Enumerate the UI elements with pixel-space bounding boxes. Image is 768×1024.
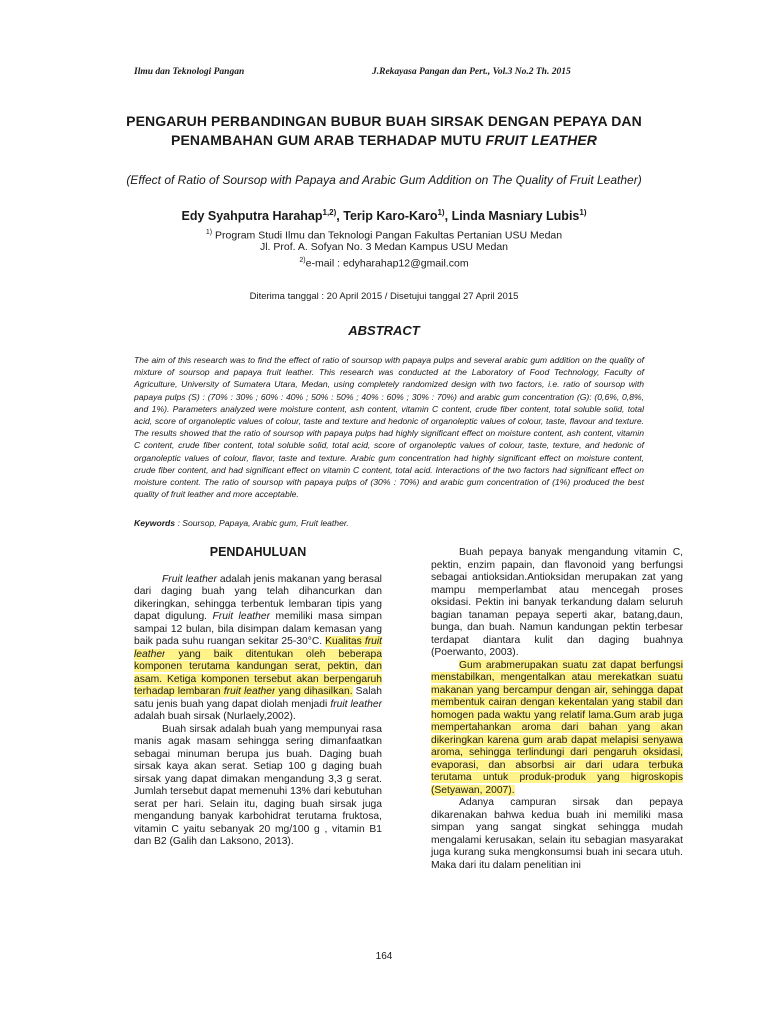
- left-column: [134, 546, 382, 849]
- author-list: [80, 208, 688, 223]
- affiliation-program: Program Studi Ilmu dan Teknologi Pangan Fakultas Pertanian USU Medan: [212, 229, 563, 242]
- keywords-label: Keywords: [134, 518, 176, 528]
- highlighted-text: yang baik ditentukan oleh beberapa komponen terutama kandungan serat, pektin, dan asam. Ketiga komponen tersebut akan berpengaruh terhadap lembaran: [134, 648, 382, 697]
- author-1: Edy Syahputra Harahap: [181, 209, 323, 224]
- email-text[interactable]: e-mail : edyharahap12@gmail.com: [305, 257, 469, 270]
- submission-dates: Diterima tanggal : 20 April 2015 / Disetujui tanggal 27 April 2015: [249, 291, 519, 302]
- keywords: [134, 518, 644, 528]
- italic-term: fruit leather: [330, 698, 382, 710]
- author-separator: ,: [336, 209, 344, 224]
- affiliation-line-2: Jl. Prof. A. Sofyan No. 3 Medan Kampus USU Medan: [259, 241, 509, 253]
- paragraph-highlighted: [431, 660, 683, 798]
- highlighted-text: yang dihasilkan.: [275, 686, 353, 697]
- text-run: Salah satu jenis buah yang dapat diolah menjadi: [134, 686, 382, 710]
- paragraph: Buah pepaya banyak mengandung vitamin C, pektin, enzim papain, dan flavonoid yang berfungsi sebagai antioksidan.Antioksidan merupakan zat yang mampu memperlambat atau mencegah proses oksidasi. Pektin ini banyak terkandung dalam seluruh bagian tanaman pepaya seperti akar, batang,daun, bunga, dan buah. Namun kandungan pektin terbesar terdapat diantara kulit dan daging buahnya (Poerwanto, 2003).: [431, 547, 683, 658]
- right-column: [431, 547, 683, 872]
- title-line-1: PENGARUH PERBANDINGAN BUBUR BUAH SIRSAK DENGAN PEPAYA DAN: [126, 113, 642, 129]
- highlighted-italic-term: fruit leather: [223, 686, 276, 697]
- author-2: Terip Karo-Karo: [343, 209, 438, 224]
- abstract-heading: ABSTRACT: [348, 323, 420, 338]
- paragraph: Buah sirsak adalah buah yang mempunyai rasa manis agak masam sehingga sering dimanfaatkan sebagai minuman berupa jus buah. Daging buah sirsak kaya akan serat. Setiap 100 g daging buah sirsak yang dapat dimakan mengandung 3,3 g serat. Jumlah tersebut dapat memenuhi 13% dari kebutuhan serat per hari. Selain itu, daging buah sirsak juga mengandung banyak karbohidrat terutama fruktosa, vitamin C yaitu sebanyak 20 mg/100 g , vitamin B1 dan B2 (Galih dan Laksono, 2013).: [134, 723, 382, 847]
- author-separator: ,: [444, 209, 452, 224]
- italic-term: Fruit leather: [162, 573, 217, 585]
- author-2-affil: 1): [437, 208, 445, 217]
- highlighted-text: Gum arabmerupakan suatu zat dapat berfungsi menstabilkan, mengentalkan atau merekatkan suatu makanan yang bercampur dengan air, sehingga dapat membentuk cairan dengan kekentalan yang stabil dan homogen pada waktu yang relatif lama.Gum arab juga mempertahankan aroma dari bahan yang akan dikeringkan karena gum arab dapat melapisi senyawa aroma, sehingga terlindungi dari pengaruh oksidasi, evaporasi, dan absorbsi air dari udara terbuka terutama untuk produk-produk yang higroskopis (Setyawan, 2007).: [431, 659, 683, 796]
- page-number: 164: [375, 951, 393, 962]
- keywords-text: : Soursop, Papaya, Arabic gum, Fruit leather.: [175, 518, 349, 528]
- author-3-affil: 1): [579, 208, 587, 217]
- affil-marker-2: 2): [299, 257, 306, 264]
- text-run: adalah buah sirsak (Nurlaely,2002).: [134, 711, 296, 722]
- highlighted-italic-term: fruit leather: [134, 636, 383, 660]
- paragraph: [134, 574, 382, 724]
- journal-citation: J.Rekayasa Pangan dan Pert., Vol.3 No.2 Th. 2015: [372, 67, 571, 77]
- journal-field: Ilmu dan Teknologi Pangan: [134, 67, 245, 77]
- paragraph: Adanya campuran sirsak dan pepaya dikarenakan bahwa kedua buah ini memiliki masa simpan yang sangat singkat sehingga mudah mengalami kerusakan, selain itu sebagian masyarakat juga kurang suka mengkonsumsi buah ini secara utuh. Maka dari itu dalam penelitian ini: [431, 797, 683, 871]
- english-subtitle: (Effect of Ratio of Soursop with Papaya and Arabic Gum Addition on The Quality of Fruit Leather): [126, 173, 642, 187]
- author-1-affil: 1,2): [322, 208, 337, 217]
- title-line-2-italic: FRUIT LEATHER: [485, 132, 597, 148]
- italic-term: Fruit leather: [212, 611, 271, 622]
- title-line-2: [100, 131, 668, 150]
- author-3: Linda Masniary Lubis: [451, 209, 580, 224]
- section-heading-pendahuluan: PENDAHULUAN: [209, 545, 307, 559]
- text-run: memiliki masa simpan sampai 12 bulan, bila disimpan dalam kemasan yang baik pada suhu ruangan sekitar 25-30°C.: [134, 611, 382, 647]
- highlighted-text: Kualitas: [325, 636, 365, 647]
- paper-title: [100, 112, 668, 150]
- abstract-body: The aim of this research was to find the effect of ratio of soursop with papaya pulps and several arabic gum addition on the quality of mixture of soursop and papaya fruit leather. This research was conducted at the Laboratory of Food Technology, Faculty of Agriculture, University of Sumatera Utara, Medan, using completely randomized design with two factors, i.e. ratio of soursop with papaya pulps (S) : (70% : 30% ; 60% : 40% ; 50% : 50% ; 40% : 60% ; 30% : 70%) and arabic gum concentration (G): (0,6%, 0,8%, and 1%). Parameters analyzed were moisture content, ash content, vitamin C content, crude fiber content, total soluble solid, total acid, score of organoleptic values of colour, taste and texture and hedonic of organoleptic values of colour, taste, flavour and texture. The results showed that the ratio of soursop with papaya pulps had highly significant effect on moisture content, ash content, vitamin C content, crude fiber content, total soluble solid, total acid, score of organoleptic values of colour, taste, texture, and hedonic of organoleptic values of colour, flavor, taste and texture. Arabic gum concentration had highly significant effect on moisture content, crude fiber content, and had significant effect on vitamin C content, total acid. Interactions of the two factors had significant effect on moisture content. The ratio of soursop with papaya pulps of (30% : 70%) and arabic gum concentration of (1%) produced the best quality of fruit leather and more acceptable.: [134, 355, 644, 500]
- affil-marker-1: 1): [205, 229, 213, 236]
- affiliation-email: [80, 254, 688, 271]
- text-run: adalah jenis makanan yang berasal dari daging buah yang telah dihancurkan dan dikeringkan, sehingga terbentuk lembaran tipis yang dapat digulung.: [134, 573, 382, 622]
- title-line-2-main: PENAMBAHAN GUM ARAB TERHADAP MUTU: [171, 132, 486, 148]
